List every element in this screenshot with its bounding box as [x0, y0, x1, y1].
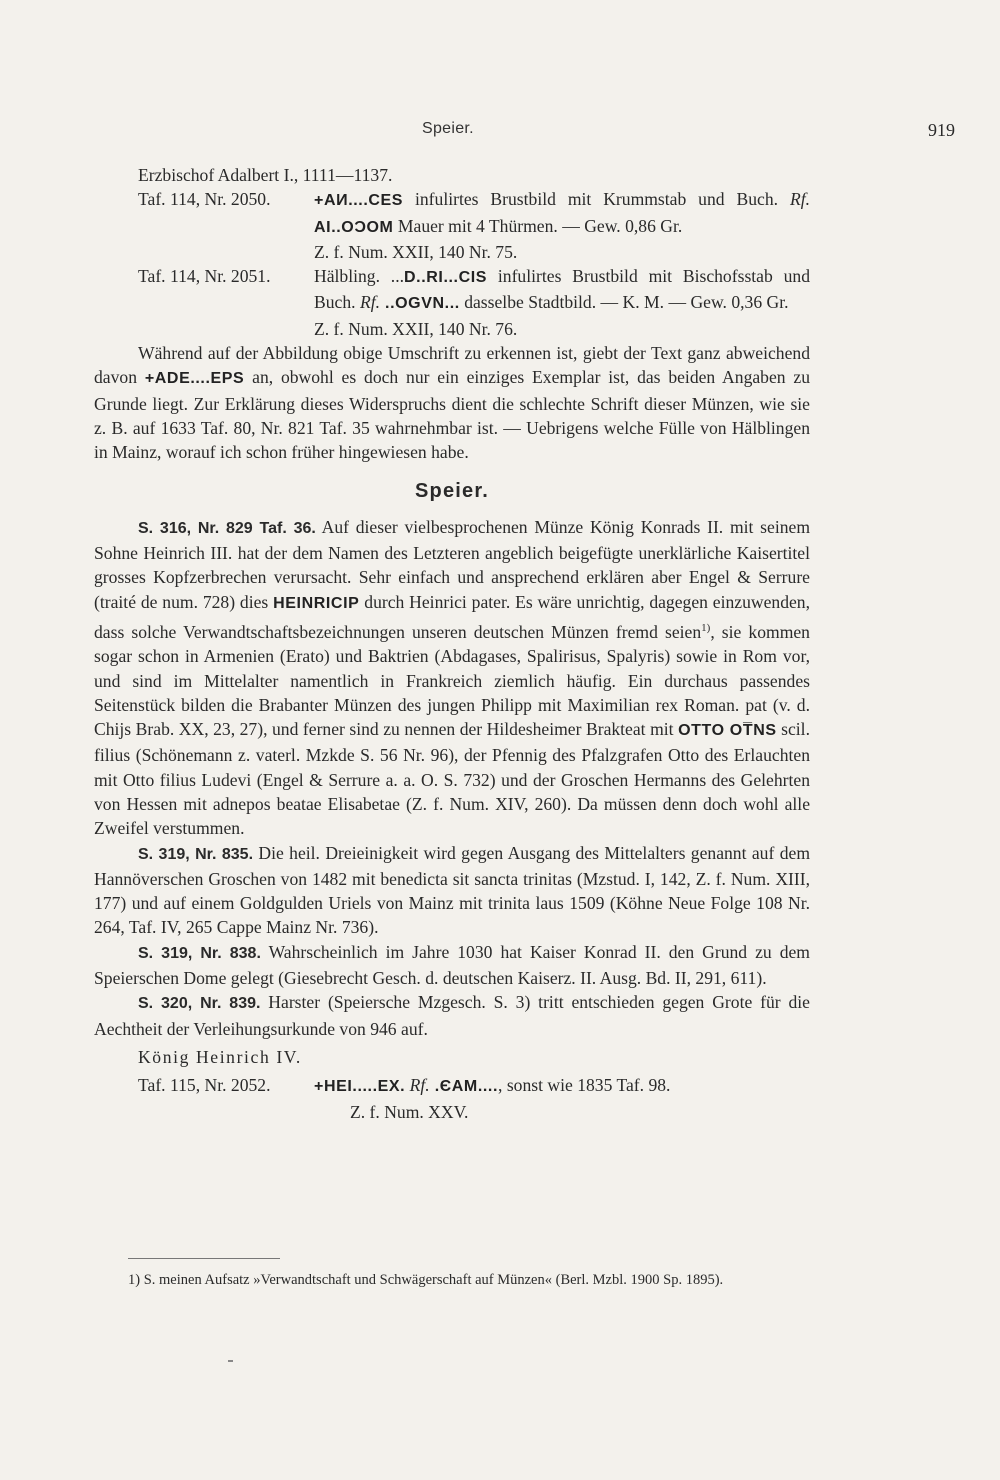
coin-legend: .ЄAM.... [429, 1078, 499, 1096]
paragraph-text: durch Heinrici pater. Es wäre unrichtig, dagegen einzuwenden, dass solche Verwandtschaftsbezeichnungen unseren deutschen Münzen fremd seien [94, 591, 810, 642]
reverse-marker: Rf. [359, 292, 380, 313]
paragraph-text: scil. filius (Schönemann z. vaterl. Mzkde S. 56 Nr. 96), der Pfennig des Pfalzgrafen Otto des Erlauchten mit Otto filius Ludevi (Engel & Serrure a. a. O. S. 732) und der Groschen Hermanns des Gelehrten von Hessen mit adnepos beatae Elisabetae (Z. f. Num. XIV, 260). Da müssen denn doch wohl alle Zweifel verstummen. [94, 719, 810, 839]
coin-legend: +HEI.....EX. [314, 1078, 406, 1096]
paragraph-s320 [94, 990, 810, 1041]
coin-legend: OTTO OT̅NS [678, 722, 777, 740]
paragraph [94, 341, 810, 464]
reverse-marker: Rf. [409, 1075, 430, 1096]
entry-label: Taf. 114, Nr. 2051. [138, 266, 271, 287]
footnote-divider [128, 1258, 280, 1259]
coin-entry-2052 [94, 1073, 810, 1099]
entry-reference: Z. f. Num. XXV. [350, 1101, 469, 1122]
paragraph-text: Während auf der Abbildung obige Umschrift zu erkennen ist, giebt der Text ganz abweichend davon [94, 343, 810, 388]
coin-legend: HEINRICIP [273, 594, 360, 612]
coin-entry-2050 [94, 187, 810, 240]
main-text [94, 163, 810, 1124]
coin-legend: +AИ....CES [314, 192, 404, 210]
coin-entry-2051 [94, 264, 810, 317]
entry-text: Mauer mit 4 Thürmen. — Gew. 0,86 Gr. [393, 215, 683, 236]
entry-description [314, 187, 810, 240]
entry-description [314, 1073, 810, 1099]
subsection-title: König Heinrich IV. [138, 1046, 302, 1067]
entry-label: Taf. 114, Nr. 2050. [138, 189, 271, 210]
paragraph-s319-838 [94, 940, 810, 991]
coin-legend: AI..OƆOM [314, 218, 394, 236]
reference-label: S. 320, Nr. 839. [138, 995, 261, 1013]
ink-speck [228, 1360, 233, 1362]
paragraph-text: Auf dieser vielbesprochenen Münze König Konrads II. mit seinem Sohne Heinrich III. hat der dem Namen des Letzteren angeblich beigefügte unerklärliche Kaisertitel grosses Kopfzerbrechen verursacht. Sehr einfach und ansprechend erklären aber Engel & Serrure (traité de num. 728) dies [94, 516, 811, 612]
footnote: 1) S. meinen Aufsatz »Verwandtschaft und Schwägerschaft auf Münzen« (Berl. Mzbl. 1900 Sp. 1895). [128, 1272, 724, 1288]
paragraph-text: an, obwohl es doch nur ein einziges Exemplar ist, das beiden Angaben zu Grunde liegt. Zur Erklärung dieses Widerspruchs dient die schlechte Schrift dieser Münzen, wie sie z. B. auf 1633 Taf. 80, Nr. 821 Taf. 35 wahrnehmbar ist. — Uebrigens welche Fülle von Hälblingen in Mainz, worauf ich schon früher hingewiesen habe. [94, 367, 810, 463]
entry-text: infulirtes Brustbild mit Krummstab und Buch. [403, 189, 779, 210]
coin-legend: +ADE....EPS [144, 370, 245, 388]
paragraph-text: , sie kommen sogar schon in Armenien (Erato) und Baktrien (Abdagases, Spalirisus, Spalyris) sowie in Rom vor, und sind im Mittelalter namentlich in Frankreich ziemlich häufig. Ein durchaus passendes Seitenstück bilden die Brabanter Münzen des jungen Philipp mit Maximilian rex Roman. pat (v. d. Chijs Brab. XX, 23, 27), und ferner sind zu nennen der Hildesheimer Brakteat mit [94, 621, 810, 740]
paragraph-text: Wahrscheinlich im Jahre 1030 hat Kaiser Konrad II. den Grund zu dem Speierschen Dome gelegt (Giesebrecht Gesch. d. deutschen Kaiserz. II. Ausg. Bd. II, 291, 611). [94, 941, 810, 989]
entry-reference: Z. f. Num. XXII, 140 Nr. 75. [314, 241, 518, 262]
paragraph-text: Die heil. Dreieinigkeit wird gegen Ausgang des Mittelalters genannt auf dem Hannöverschen Groschen von 1482 mit benedicta sit sancta trinitas (Mzstud. I, 142, Z. f. Num. XIII, 177) und auf einem Goldgulden Uriels von Mainz mit trinita laus 1509 (Köhne Neue Folge 108 Nr. 264, Taf. IV, 265 Cappe Mainz Nr. 736). [94, 842, 811, 938]
paragraph-s319-835 [94, 841, 810, 940]
paragraph-s316 [94, 515, 810, 841]
paragraph-text: Harster (Speiersche Mzgesch. S. 3) tritt entschieden gegen Grote für die Aechtheit der Verleihungsurkunde von 946 auf. [94, 992, 810, 1039]
entry-description [314, 264, 810, 317]
section-title: Erzbischof Adalbert I., 1111—1137. [138, 165, 393, 185]
entry-label: Taf. 115, Nr. 2052. [138, 1075, 271, 1096]
reference-label: S. 316, Nr. 829 Taf. 36. [138, 519, 316, 537]
entry-text: Hälbling. ... [314, 266, 404, 287]
reverse-marker: Rf. [789, 189, 810, 210]
coin-legend: D..RI...CIS [404, 269, 488, 287]
footnote-marker[interactable]: 1) [701, 622, 711, 635]
page-header [0, 120, 1000, 144]
page-number: 919 [928, 120, 955, 140]
entry-text: infulirtes Brustbild mit Bischofsstab und Buch. [314, 266, 811, 313]
running-title: Speier. [422, 120, 474, 137]
reference-label: S. 319, Nr. 838. [138, 944, 261, 962]
coin-legend: ..OGVN... [380, 295, 460, 313]
entry-text: dasselbe Stadtbild. — K. M. — Gew. 0,36 Gr. [459, 292, 789, 313]
section-heading: Speier. [415, 479, 489, 502]
entry-reference: Z. f. Num. XXII, 140 Nr. 76. [314, 318, 518, 339]
entry-text: , sonst wie 1835 Taf. 98. [498, 1075, 671, 1096]
reference-label: S. 319, Nr. 835. [138, 845, 254, 863]
